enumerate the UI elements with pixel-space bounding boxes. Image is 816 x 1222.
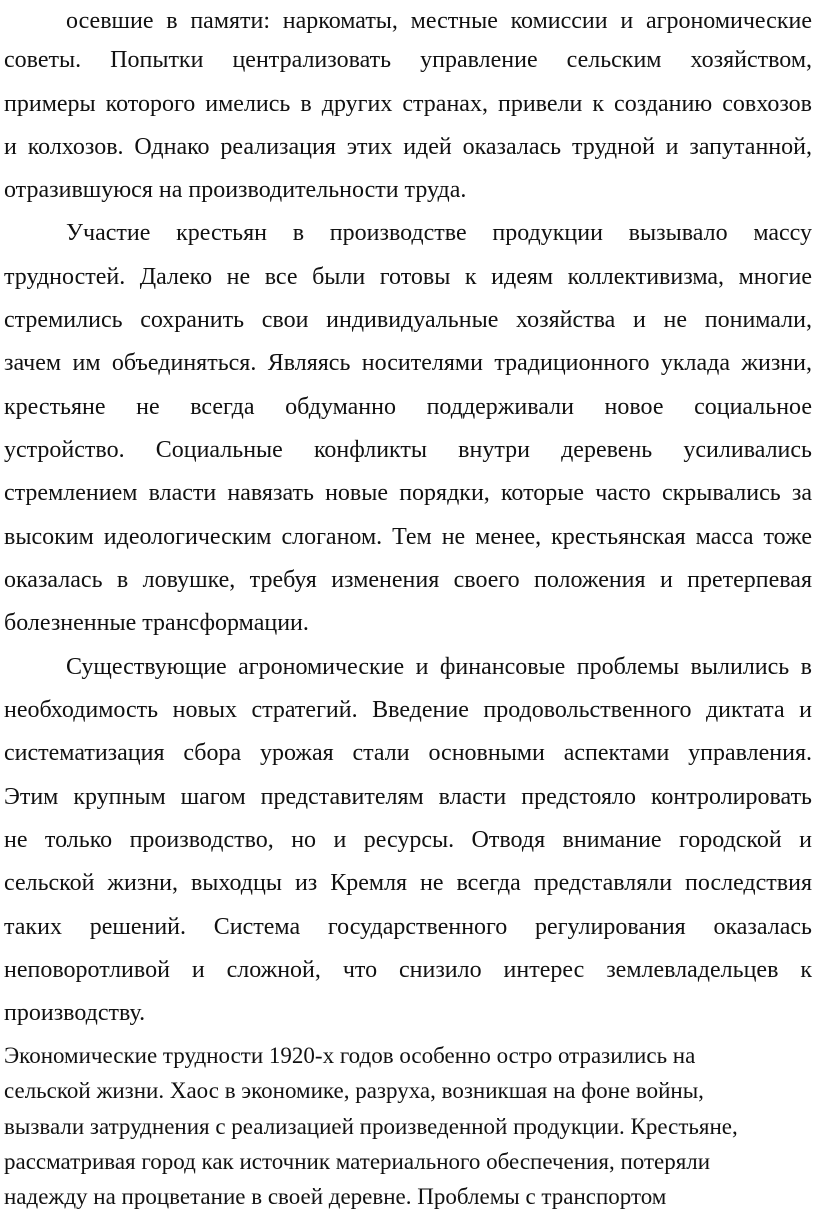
paragraph-line: Участие крестьян в производстве продукции вызывало массу — [66, 220, 812, 246]
paragraph-line: таких решений. Система государственного регулирования оказалась — [4, 914, 812, 940]
paragraph-line: неповоротливой и сложной, что снизило интерес землевладельцев к — [4, 957, 812, 983]
paragraph-line: необходимость новых стратегий. Введение продовольственного диктата и — [4, 697, 812, 723]
paragraph-line: высоким идеологическим слоганом. Тем не менее, крестьянская масса тоже — [4, 524, 812, 550]
paragraph-line: крестьяне не всегда обдуманно поддерживали новое социальное — [4, 394, 812, 420]
paragraph-line: Экономические трудности 1920-х годов особенно остро отразились на — [4, 1043, 696, 1068]
paragraph-line: вызвали затруднения с реализацией произведенной продукции. Крестьяне, — [4, 1114, 738, 1139]
paragraph-line: оказалась в ловушке, требуя изменения своего положения и претерпевая — [4, 567, 812, 593]
paragraph-line: рассматривая город как источник материального обеспечения, потеряли — [4, 1149, 711, 1174]
paragraph-line: сельской жизни. Хаос в экономике, разруха, возникшая на фоне войны, — [4, 1078, 704, 1103]
paragraph-line: устройство. Социальные конфликты внутри деревень усиливались — [4, 437, 812, 463]
paragraph-line: производству. — [4, 1000, 146, 1026]
paragraph-line: Этим крупным шагом представителям власти предстояло контролировать — [4, 784, 812, 810]
paragraph-line: и колхозов. Однако реализация этих идей оказалась трудной и запутанной, — [4, 134, 812, 160]
paragraph-line: отразившуюся на производительности труда. — [4, 177, 467, 203]
paragraph-line: стремлением власти навязать новые порядки, которые часто скрывались за — [4, 480, 812, 506]
paragraph-line: зачем им объединяться. Являясь носителями традиционного уклада жизни, — [4, 350, 812, 376]
paragraph-line: систематизация сбора урожая стали основными аспектами управления. — [4, 740, 812, 766]
paragraph-line: сельской жизни, выходцы из Кремля не всегда представляли последствия — [4, 870, 812, 896]
paragraph-line: болезненные трансформации. — [4, 610, 309, 636]
paragraph-line: Существующие агрономические и финансовые проблемы вылились в — [66, 654, 812, 680]
paragraph-line: советы. Попытки централизовать управление сельским хозяйством, — [4, 47, 812, 73]
paragraph-line: стремились сохранить свои индивидуальные хозяйства и не понимали, — [4, 307, 812, 333]
paragraph-line: примеры которого имелись в других странах, привели к созданию совхозов — [4, 91, 812, 117]
paragraph-line: надежду на процветание в своей деревне. Проблемы с транспортом — [4, 1184, 667, 1209]
paragraph-line: осевшие в памяти: наркоматы, местные комиссии и агрономические — [66, 8, 812, 34]
paragraph-line: трудностей. Далеко не все были готовы к идеям коллективизма, многие — [4, 264, 812, 290]
paragraph-line: не только производство, но и ресурсы. Отводя внимание городской и — [4, 827, 812, 853]
